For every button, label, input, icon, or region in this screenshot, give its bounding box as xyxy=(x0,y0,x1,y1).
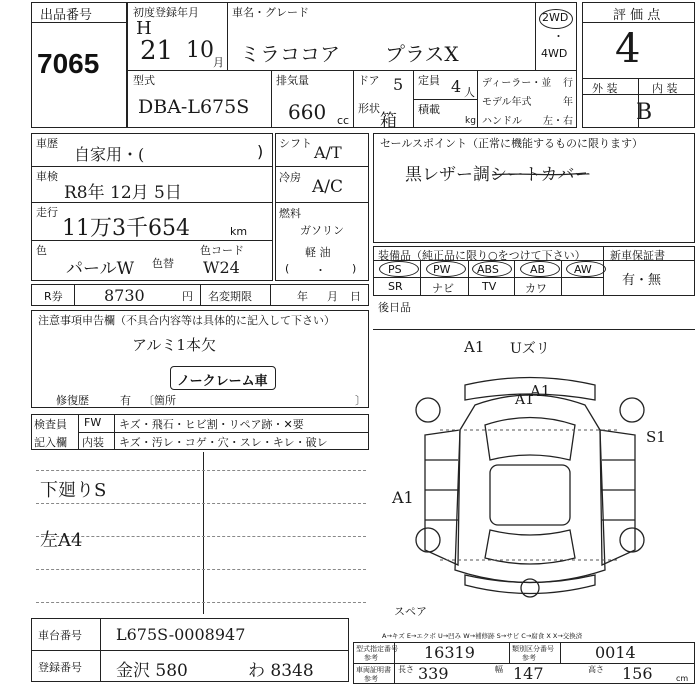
handle-value: 左・右 xyxy=(543,116,573,127)
score-label: 評 価 点 xyxy=(613,8,661,23)
dims-unit: cm xyxy=(676,674,689,683)
repair-label: 修復歴 xyxy=(56,394,89,407)
remark-2: 左A4 xyxy=(40,530,83,551)
fuel-diesel: 軽 油 xyxy=(305,246,331,259)
equip-ps: PS xyxy=(388,263,402,276)
mark-left-side: A1 xyxy=(392,488,414,507)
doors-label: ドア xyxy=(358,74,380,87)
mark-right-side: S1 xyxy=(646,428,666,446)
dealer-value: 行 xyxy=(563,78,573,89)
chassis-label: 車台番号 xyxy=(38,629,82,642)
type-spec-sub: 参考 xyxy=(364,654,378,662)
fuel-label: 燃料 xyxy=(279,207,301,220)
displacement-value: 660 xyxy=(288,100,327,124)
drive-2wd: 2WD xyxy=(542,11,569,24)
reg-year: 21 xyxy=(140,36,174,66)
inspector-label: 検査員 xyxy=(34,418,67,431)
circle-pw xyxy=(426,261,466,277)
width-value: 147 xyxy=(513,664,544,683)
remark-1: 下廻りS xyxy=(40,480,107,501)
equip-pw: PW xyxy=(433,263,451,276)
model-year-value: 年 xyxy=(563,97,573,108)
interior-small-label: 内装 xyxy=(82,436,104,449)
inspection-label: 車検 xyxy=(36,170,58,183)
mileage-value: 11万3千654 xyxy=(62,216,190,241)
displacement-unit: cc xyxy=(337,114,350,127)
recycle-unit: 円 xyxy=(182,290,193,303)
no-claim-text: ノークレーム車 xyxy=(177,374,268,389)
model-year-label: モデル年式 xyxy=(482,97,532,108)
strike-mark xyxy=(490,166,590,182)
circle-ps xyxy=(379,261,419,277)
mileage-label: 走行 xyxy=(36,206,58,219)
plate-label: 登録番号 xyxy=(38,661,82,674)
sales-point-text: 黒レザー調シートカバー xyxy=(405,165,592,185)
shift-value: A/T xyxy=(314,143,342,162)
deadline-month: 月 xyxy=(327,290,338,303)
warranty-value: 有・無 xyxy=(622,273,662,288)
ac-value: A/C xyxy=(312,177,344,197)
reg-month-unit: 月 xyxy=(213,56,224,69)
aftermarket-label: 後日品 xyxy=(378,301,411,314)
score-value: 4 xyxy=(615,26,641,72)
sales-point-label: セールスポイント（正常に機能するものに限ります） xyxy=(380,137,644,150)
height-value: 156 xyxy=(622,664,653,683)
deadline-year: 年 xyxy=(297,290,308,303)
category-sub: 参考 xyxy=(522,654,536,662)
dealer-label: ディーラー・並 xyxy=(482,78,552,89)
height-label: 高さ xyxy=(588,665,604,674)
color-code-label: 色コード xyxy=(200,244,244,257)
seats-unit: 人 xyxy=(464,86,475,99)
shape-label: 形状 xyxy=(358,102,380,115)
notes-text: アルミ1本欠 xyxy=(132,336,216,354)
car-name: ミラココア xyxy=(240,42,340,66)
equip-navi: ナビ xyxy=(432,282,454,295)
reg-era: H xyxy=(136,18,152,39)
fuel-gas: ガソリン xyxy=(300,224,344,237)
type-spec-value: 16319 xyxy=(424,643,475,662)
equip-tv: TV xyxy=(482,280,497,293)
color-value: パールW xyxy=(66,259,135,279)
inspector-row2: キズ・汚レ・コゲ・穴・スレ・キレ・破レ xyxy=(119,436,328,449)
shape-value: 箱 xyxy=(380,111,397,131)
chassis-value: L675S-0008947 xyxy=(116,625,246,644)
interior-label: 内 装 xyxy=(652,82,678,95)
category-label: 類別区分番号 xyxy=(512,645,554,653)
deadline-label: 名変期限 xyxy=(208,290,252,303)
history-value: 自家用・( xyxy=(74,145,145,164)
seats-label: 定員 xyxy=(418,74,440,87)
reg-month: 10 xyxy=(186,38,214,63)
dims-sub: 参考 xyxy=(364,675,378,683)
dims-label: 車両証明書 xyxy=(356,666,391,674)
interior-grade: B xyxy=(636,100,653,125)
notes-label: 注意事項申告欄（不具合内容等は具体的に記入して下さい） xyxy=(38,314,335,327)
model-value: DBA-L675S xyxy=(138,96,250,118)
entry-label: 記入欄 xyxy=(34,436,67,449)
doors-value: 5 xyxy=(393,75,404,94)
repair-place: 箇所 xyxy=(154,394,176,407)
mark-front-left: A1 xyxy=(464,338,485,356)
exterior-label: 外 装 xyxy=(592,82,618,95)
equip-sr: SR xyxy=(388,280,403,293)
mark-left-front: A1 xyxy=(515,392,535,408)
drive-4wd: 4WD xyxy=(541,47,568,60)
lot-label: 出品番号 xyxy=(40,8,93,23)
circle-aw xyxy=(566,261,606,277)
handle-label: ハンドル xyxy=(482,116,522,127)
length-label: 長さ xyxy=(398,665,414,674)
lot-number: 7065 xyxy=(37,48,100,79)
repaint-label: 色替 xyxy=(152,257,174,270)
circle-abs xyxy=(472,261,512,277)
inspector-row1: キズ・飛石・ヒビ割・リペア跡・✕要 xyxy=(119,418,304,431)
shift-label: シフト xyxy=(279,137,312,150)
new-warranty-label: 新車保証書 xyxy=(610,249,665,262)
equipment-label: 装備品（純正品に限り○をつけて下さい） xyxy=(378,249,586,262)
displacement-label: 排気量 xyxy=(276,74,309,87)
plate-number: わ 8348 xyxy=(248,661,314,681)
mark-front-center: Uズリ xyxy=(510,341,550,357)
mileage-unit: km xyxy=(230,225,248,238)
deadline-day: 日 xyxy=(350,290,361,303)
circle-ab xyxy=(520,261,560,277)
recycle-label: R券 xyxy=(44,290,63,303)
legend-text: A→キズ E→エクボ U→凹み W→補修跡 S→サビ C→腐食 X X→交換済 xyxy=(382,632,583,640)
ac-label: 冷房 xyxy=(279,171,301,184)
mark-hood: A1 xyxy=(530,382,551,400)
inspection-value: R8年 12月 5日 xyxy=(64,183,182,203)
type-spec-label: 型式指定番号 xyxy=(356,645,398,653)
plate-region: 金沢 580 xyxy=(116,661,188,681)
name-grade-label: 車名・グレード xyxy=(232,6,309,19)
model-label: 型式 xyxy=(133,74,155,87)
car-diagram xyxy=(380,330,690,620)
fw-label: FW xyxy=(84,416,102,429)
category-value: 0014 xyxy=(595,643,636,662)
repair-value: 有 xyxy=(120,394,131,407)
grade: プラスX xyxy=(385,42,459,66)
recycle-amount: 8730 xyxy=(104,286,145,305)
load-unit: kg xyxy=(465,116,476,126)
equip-aw: AW xyxy=(574,263,592,276)
color-label: 色 xyxy=(36,244,47,257)
length-value: 339 xyxy=(418,664,449,683)
width-label: 幅 xyxy=(495,665,503,674)
spare-label: スペア xyxy=(394,605,427,618)
seats-value: 4 xyxy=(451,77,462,96)
equip-abs: ABS xyxy=(477,263,499,276)
load-label: 積載 xyxy=(418,103,440,116)
equip-leather: カワ xyxy=(525,282,547,295)
equip-ab: AB xyxy=(530,263,546,276)
first-reg-label: 初度登録年月 xyxy=(133,6,199,19)
color-code: W24 xyxy=(203,258,240,277)
history-label: 車歴 xyxy=(36,137,58,150)
